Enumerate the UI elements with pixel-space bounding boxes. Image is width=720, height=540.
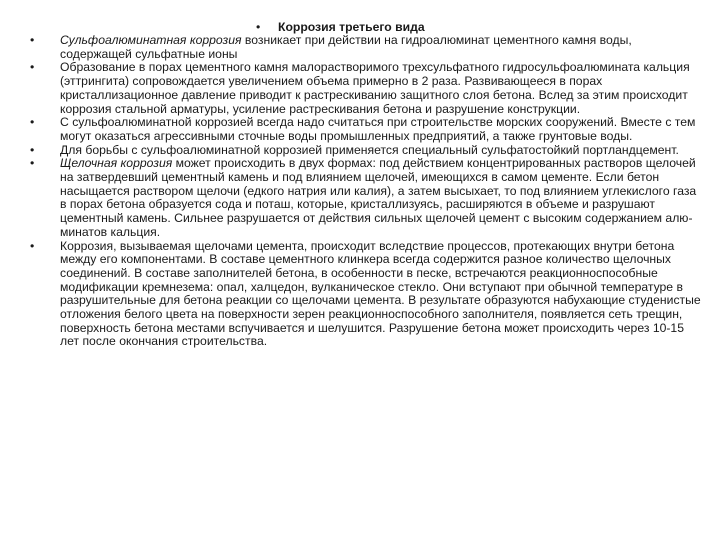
bullet-item-sulfoaluminate-corrosion — [30, 34, 702, 61]
bullet-item-ettringite-formation — [30, 61, 702, 116]
bullet-item-marine-structures — [30, 116, 702, 143]
slide-title: Коррозия третьего вида — [278, 20, 425, 34]
bullet: • — [30, 238, 35, 253]
bullet-item-alkaline-corrosion — [30, 157, 702, 239]
bullet-text: возникает при действии на гидроалюминат цементного камня воды, содержащей сульфатные ионы — [60, 33, 632, 61]
bullet: • — [30, 142, 35, 157]
term-alkaline-corrosion: Щелочная коррозия — [60, 156, 173, 171]
bullet-text: С сульфоалюминатной коррозией всегда надо считаться при строительстве морских сооружений. Вместе с тем могут оказаться агрессивными сточные воды промышленных предприятий, а также грунтовые воды. — [60, 115, 696, 143]
term-sulfoaluminate-corrosion: Сульфоалюминатная коррозия — [60, 33, 242, 47]
title-bullet: • — [256, 20, 261, 34]
bullet: • — [30, 33, 35, 47]
bullet-item-sulfate-resistant-cement — [30, 144, 702, 158]
bullet-text: Образование в порах цементного камня малорастворимого трехсульфатного гидросульфоалюмината кальция (эттрингита) сопровождается увеличением объема примерно в 2 раза. Развивающееся в порах кристаллизационное давление приводит к растрескиванию защитного слоя бетона. Вслед за этим происходит коррозия стальной арматуры, усиление растрескивания бетона и разрушение конструкции. — [60, 60, 690, 116]
bullet-text: Коррозия, вызываемая щелочами цемента, происходит вследствие процессов, протекающих внутри бетона между его компонентами. В составе цементного клинкера всегда содержится разное количество щелочных соединений. В составе заполнителей бетона, в особенности в песке, встречаются реакционноспособные модификации кремнезема: опал, халцедон, вулканическое стекло. Они вступают при обычной температуре в разрушительные для бетона реакции со щелочами цемента. В результате образуются набухающие студенистые отложения белого цвета на поверхности зерен реакционноспособного заполнителя, появляется сеть трещин, поверхность бетона местами вспучивается и шелушится. Разрушение бетона может происходить через 10-15 лет после окончания строительства. — [60, 238, 701, 349]
slide-title-row — [256, 20, 425, 34]
bullet-text: может происходить в двух формах: под действием концентрированных растворов щелочей на затвердевший цементный камень и под влиянием щелочей, имеющихся в самом цементе. Если бетон насыщается раствором щелочи (едкого натрия или калия), а затем высыхает, то под влиянием углекислого газа в порах бетона образуется сода и поташ, которые, кристаллизуясь, расширяются в объеме и разрушают цементный камень. Сильнее разрушается от действия сильных щелочей цемент с высоким содержанием алю-минатов кальция. — [60, 156, 697, 239]
bullet-list — [30, 34, 702, 349]
bullet-item-cement-alkali-reaction — [30, 240, 702, 350]
bullet-text: Для борьбы с сульфоалюминатной коррозией применяется специальный сульфатостойкий портландцемент. — [60, 142, 679, 157]
bullet: • — [30, 156, 35, 171]
bullet: • — [30, 60, 35, 75]
bullet: • — [30, 115, 35, 130]
